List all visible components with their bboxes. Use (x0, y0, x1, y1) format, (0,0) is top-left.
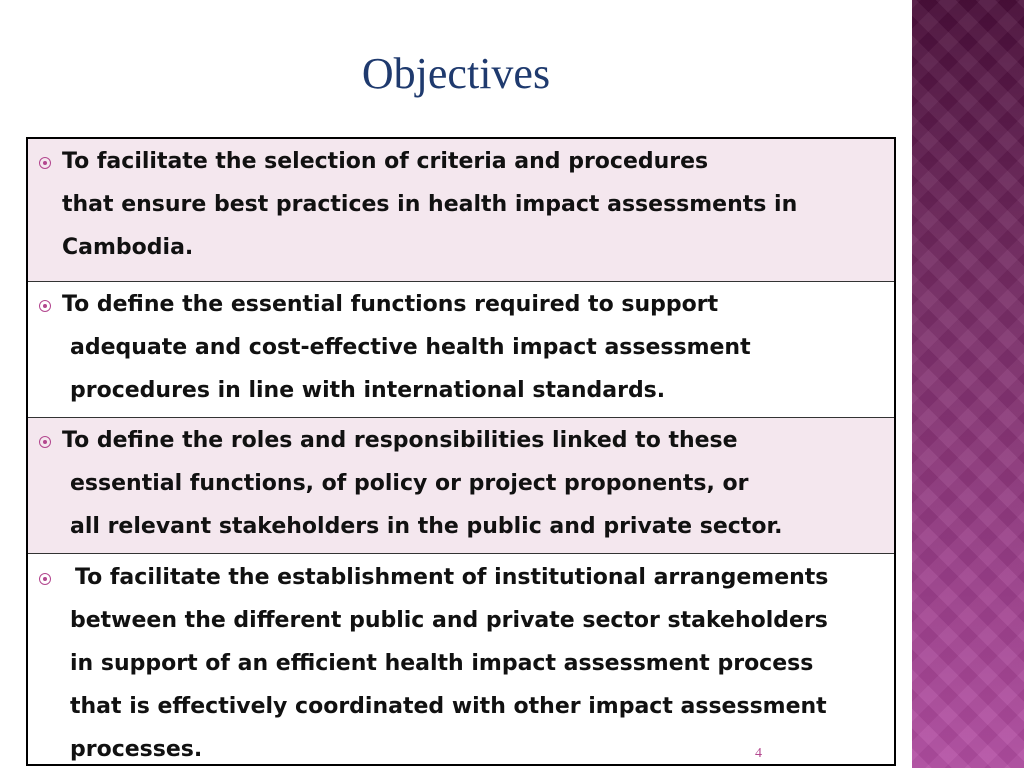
objective-text-line: To define the essential functions required to support (62, 292, 719, 317)
bullet-icon (39, 436, 51, 448)
objective-row (28, 282, 894, 418)
objective-row (28, 554, 894, 764)
objective-text-line: that is effectively coordinated with other impact assessment (70, 694, 827, 719)
objective-text-line: Cambodia. (62, 235, 194, 260)
objective-row (28, 418, 894, 554)
objective-text-line: adequate and cost-effective health impact assessment (70, 335, 751, 360)
objective-row (28, 139, 894, 282)
bullet-icon (39, 300, 51, 312)
objective-text-line: all relevant stakeholders in the public and private sector. (70, 514, 783, 539)
objective-text-line: in support of an efficient health impact assessment process (70, 651, 814, 676)
objectives-table (26, 137, 896, 766)
slide-title: Objectives (361, 49, 551, 98)
page-number: 4 (755, 746, 762, 761)
objective-text-line: To facilitate the selection of criteria and procedures (62, 149, 709, 174)
objective-text-line: essential functions, of policy or project proponents, or (70, 471, 749, 496)
bullet-icon (39, 573, 51, 585)
objective-text-line: To facilitate the establishment of institutional arrangements (75, 565, 829, 590)
objective-text-line: processes. (70, 737, 203, 762)
decorative-side-band (912, 0, 1024, 768)
objective-text-line: procedures in line with international standards. (70, 378, 666, 403)
objective-text-line: between the different public and private sector stakeholders (70, 608, 828, 633)
objective-text-line: To define the roles and responsibilities linked to these (62, 428, 738, 453)
bullet-icon (39, 157, 51, 169)
objective-text-line: that ensure best practices in health impact assessments in (62, 192, 798, 217)
